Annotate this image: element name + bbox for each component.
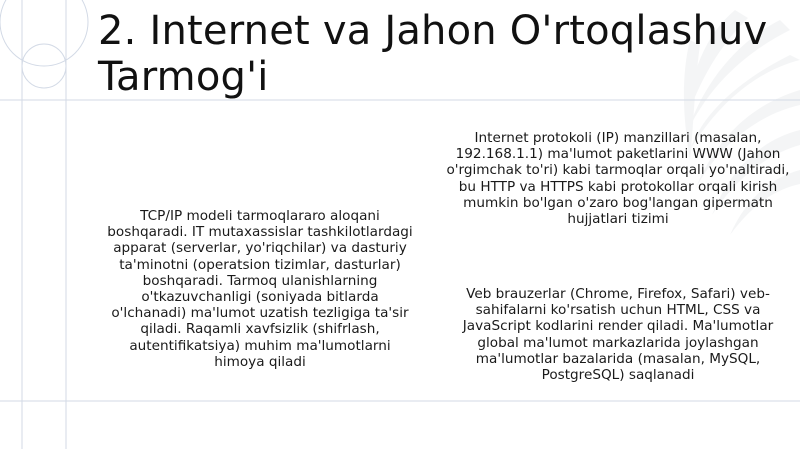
text-block-ip-addresses: Internet protokoli (IP) manzillari (masalan, 192.168.1.1) ma'lumot paketlarini WWW (Jahon o'rgimchak to'ri) kabi tarmoqlar orqali yo'naltiradi, bu HTTP va HTTPS kabi protokollar orqali kirish mumkin bo'lgan o'zaro bog'langan gipermatn hujjatlari tizimi bbox=[446, 130, 790, 228]
decor-circle-large bbox=[0, 0, 88, 66]
text-block-web-browsers: Veb brauzerlar (Chrome, Firefox, Safari) veb-sahifalarni ko'rsatish uchun HTML, CSS va JavaScript kodlarini render qiladi. Ma'lumotlar global ma'lumot markazlarida joylashgan ma'lumotlar bazalarida (masalan, MySQL, PostgreSQL) saqlanadi bbox=[462, 286, 774, 384]
slide-title: 2. Internet va Jahon O'rtoqlashuv Tarmog'i bbox=[98, 8, 768, 100]
text-block-tcp-ip: TCP/IP modeli tarmoqlararo aloqani boshqaradi. IT mutaxassislar tashkilotlardagi apparat (serverlar, yo'riqchilar) va dasturiy ta'minotni (operatsion tizimlar, dasturlar) boshqaradi. Tarmoq ulanishlarning o'tkazuvchanligi (soniyada bitlarda o'lchanadi) ma'lumot uzatish tezligiga ta'sir qiladi. Raqamli xavfsizlik (shifrlash, autentifikatsiya) muhim ma'lumotlarni himoya qiladi bbox=[107, 208, 413, 370]
